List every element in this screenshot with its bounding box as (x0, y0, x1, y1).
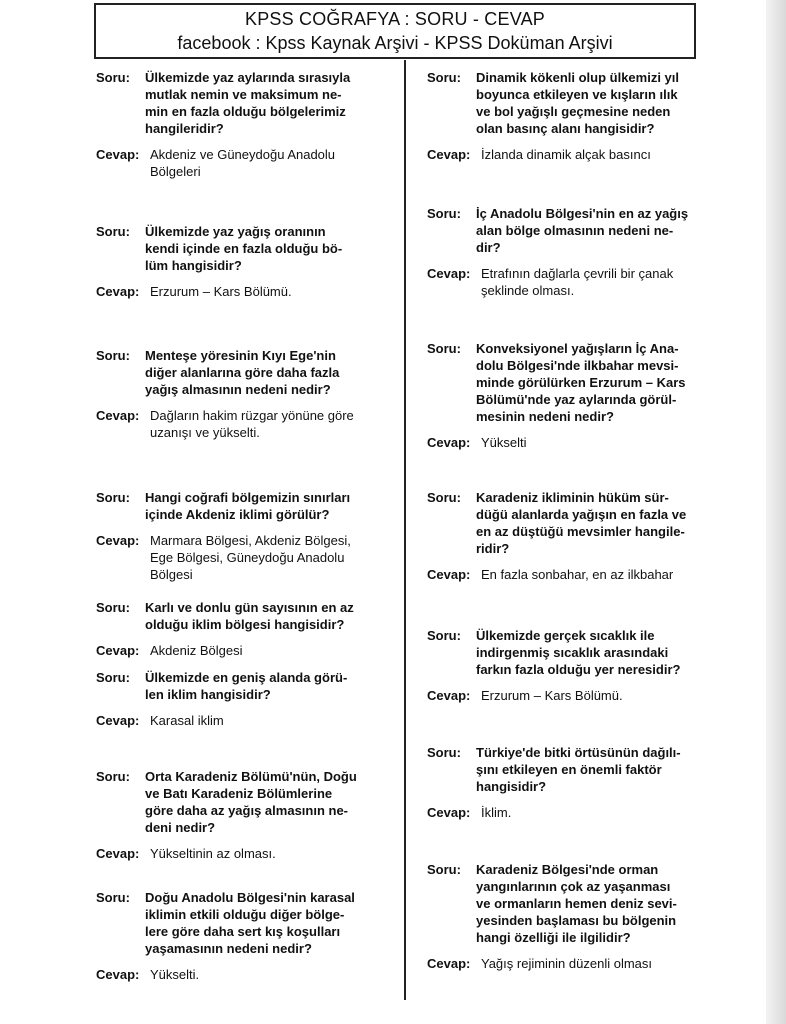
qa-item (96, 768, 398, 862)
answer-label: Cevap: (427, 435, 471, 450)
question-row (427, 205, 725, 256)
qa-item (427, 861, 725, 972)
answer-row (427, 566, 725, 583)
question-row (96, 889, 398, 957)
question-text: Karadeniz ikliminin hüküm sür- düğü alanlarda yağışın en fazla ve en az düştüğü mevsimler hangile- ridir? (476, 490, 687, 556)
question-text: Orta Karadeniz Bölümü'nün, Doğu ve Batı Karadeniz Bölümlerine göre daha az yağış almasının ne- deni nedir? (145, 769, 357, 835)
answer-row (427, 687, 725, 704)
question-row (96, 768, 398, 836)
answer-row (96, 845, 398, 862)
question-row (96, 669, 398, 703)
question-text: Menteşe yöresinin Kıyı Ege'nin diğer alanlarına göre daha fazla yağış almasının nedeni nedir? (145, 348, 340, 397)
qa-item (96, 347, 398, 441)
qa-item (96, 69, 398, 180)
answer-label: Cevap: (427, 956, 471, 971)
answer-text: İzlanda dinamik alçak basıncı (481, 147, 651, 162)
answer-row (96, 532, 398, 583)
answer-row (427, 146, 725, 163)
answer-row (427, 804, 725, 821)
answer-label: Cevap: (96, 713, 140, 728)
answer-label: Cevap: (96, 408, 140, 423)
question-text: İç Anadolu Bölgesi'nin en az yağış alan bölge olmasının nedeni ne- dir? (476, 206, 689, 255)
column-divider (404, 60, 406, 1000)
answer-text: Yükselti. (150, 967, 200, 982)
question-label: Soru: (96, 600, 130, 615)
answer-text: Etrafının dağlarla çevrili bir çanak şeklinde olması. (481, 266, 674, 298)
question-label: Soru: (96, 70, 130, 85)
answer-text: Yükselti (481, 435, 527, 450)
answer-label: Cevap: (427, 147, 471, 162)
qa-item (427, 205, 725, 299)
qa-item (427, 340, 725, 451)
question-text: Türkiye'de bitki örtüsünün dağılı- şını etkileyen en önemli faktör hangisidir? (476, 745, 681, 794)
qa-item (96, 489, 398, 583)
qa-item (96, 889, 398, 983)
qa-item (427, 489, 725, 583)
answer-text: Karasal iklim (150, 713, 224, 728)
answer-row (427, 265, 725, 299)
question-row (96, 599, 398, 633)
answer-text: En fazla sonbahar, en az ilkbahar (481, 567, 674, 582)
question-row (427, 861, 725, 946)
answer-label: Cevap: (427, 567, 471, 582)
qa-item (427, 627, 725, 704)
answer-label: Cevap: (96, 533, 140, 548)
answer-label: Cevap: (427, 688, 471, 703)
answer-text: Dağların hakim rüzgar yönüne göre uzanışı ve yükselti. (150, 408, 354, 440)
question-label: Soru: (427, 745, 461, 760)
answer-row (96, 712, 398, 729)
answer-row (96, 283, 398, 300)
answer-label: Cevap: (427, 805, 471, 820)
question-label: Soru: (427, 490, 461, 505)
question-text: Doğu Anadolu Bölgesi'nin karasal iklimin etkili olduğu diğer bölge- lere göre daha sert kış koşulları yaşamasının nedeni nedir? (145, 890, 355, 956)
qa-item (96, 223, 398, 300)
question-text: Ülkemizde yaz yağış oranının kendi içinde en fazla olduğu bö- lüm hangisidir? (145, 224, 343, 273)
question-label: Soru: (427, 70, 461, 85)
qa-item (96, 599, 398, 659)
answer-label: Cevap: (96, 147, 140, 162)
question-text: Hangi coğrafi bölgemizin sınırları içinde Akdeniz iklimi görülür? (145, 490, 351, 522)
question-label: Soru: (96, 348, 130, 363)
question-label: Soru: (96, 224, 130, 239)
question-text: Karadeniz Bölgesi'nde orman yangınlarının çok az yaşanması ve ormanların hemen deniz sevi- yesinden başlaması bu bölgenin hangi özelliği ile ilgilidir? (476, 862, 677, 945)
question-row (96, 347, 398, 398)
question-label: Soru: (427, 862, 461, 877)
question-row (427, 340, 725, 425)
question-label: Soru: (427, 206, 461, 221)
answer-text: Akdeniz Bölgesi (150, 643, 243, 658)
answer-text: İklim. (481, 805, 512, 820)
question-text: Karlı ve donlu gün sayısının en az olduğu iklim bölgesi hangisidir? (145, 600, 354, 632)
answer-label: Cevap: (96, 967, 140, 982)
question-text: Ülkemizde yaz aylarında sırasıyla mutlak nemin ve maksimum ne- min en fazla olduğu bölgelerimiz hangileridir? (145, 70, 351, 136)
page-subtitle: facebook : Kpss Kaynak Arşivi - KPSS Doküman Arşivi (177, 33, 613, 53)
answer-label: Cevap: (96, 643, 140, 658)
question-text: Ülkemizde en geniş alanda görü- len iklim hangisidir? (145, 670, 348, 702)
question-text: Ülkemizde gerçek sıcaklık ile indirgenmiş sıcaklık arasındaki farkın fazla olduğu yer neresidir? (476, 628, 681, 677)
question-row (427, 627, 725, 678)
answer-text: Marmara Bölgesi, Akdeniz Bölgesi, Ege Bölgesi, Güneydoğu Anadolu Bölgesi (150, 533, 351, 582)
answer-text: Yağış rejiminin düzenli olması (481, 956, 652, 971)
question-row (427, 489, 725, 557)
answer-label: Cevap: (427, 266, 471, 281)
answer-row (96, 407, 398, 441)
page-edge-shadow (766, 0, 786, 1024)
question-label: Soru: (96, 490, 130, 505)
page-title: KPSS COĞRAFYA : SORU - CEVAP (245, 9, 545, 29)
answer-row (96, 642, 398, 659)
answer-row (427, 434, 725, 451)
qa-item (427, 69, 725, 163)
answer-text: Yükseltinin az olması. (150, 846, 276, 861)
answer-label: Cevap: (96, 284, 140, 299)
question-label: Soru: (427, 628, 461, 643)
answer-text: Akdeniz ve Güneydoğu Anadolu Bölgeleri (150, 147, 336, 179)
question-label: Soru: (427, 341, 461, 356)
answer-row (96, 966, 398, 983)
question-label: Soru: (96, 769, 130, 784)
answer-row (96, 146, 398, 180)
header-box (94, 3, 696, 59)
answer-text: Erzurum – Kars Bölümü. (481, 688, 623, 703)
question-row (96, 69, 398, 137)
answer-label: Cevap: (96, 846, 140, 861)
question-label: Soru: (96, 890, 130, 905)
question-text: Konveksiyonel yağışların İç Ana- dolu Bölgesi'nde ilkbahar mevsi- minde görülürken Erzurum – Kars Bölümü'nde yaz aylarında görül- mesinin nedeni nedir? (476, 341, 686, 424)
question-row (96, 223, 398, 274)
question-label: Soru: (96, 670, 130, 685)
answer-row (427, 955, 725, 972)
question-text: Dinamik kökenli olup ülkemizi yıl boyunca etkileyen ve kışların ılık ve bol yağışlı geçmesine neden olan basınç alanı hangisidir? (476, 70, 679, 136)
qa-item (96, 669, 398, 729)
question-row (427, 69, 725, 137)
question-row (96, 489, 398, 523)
answer-text: Erzurum – Kars Bölümü. (150, 284, 292, 299)
question-row (427, 744, 725, 795)
qa-item (427, 744, 725, 821)
